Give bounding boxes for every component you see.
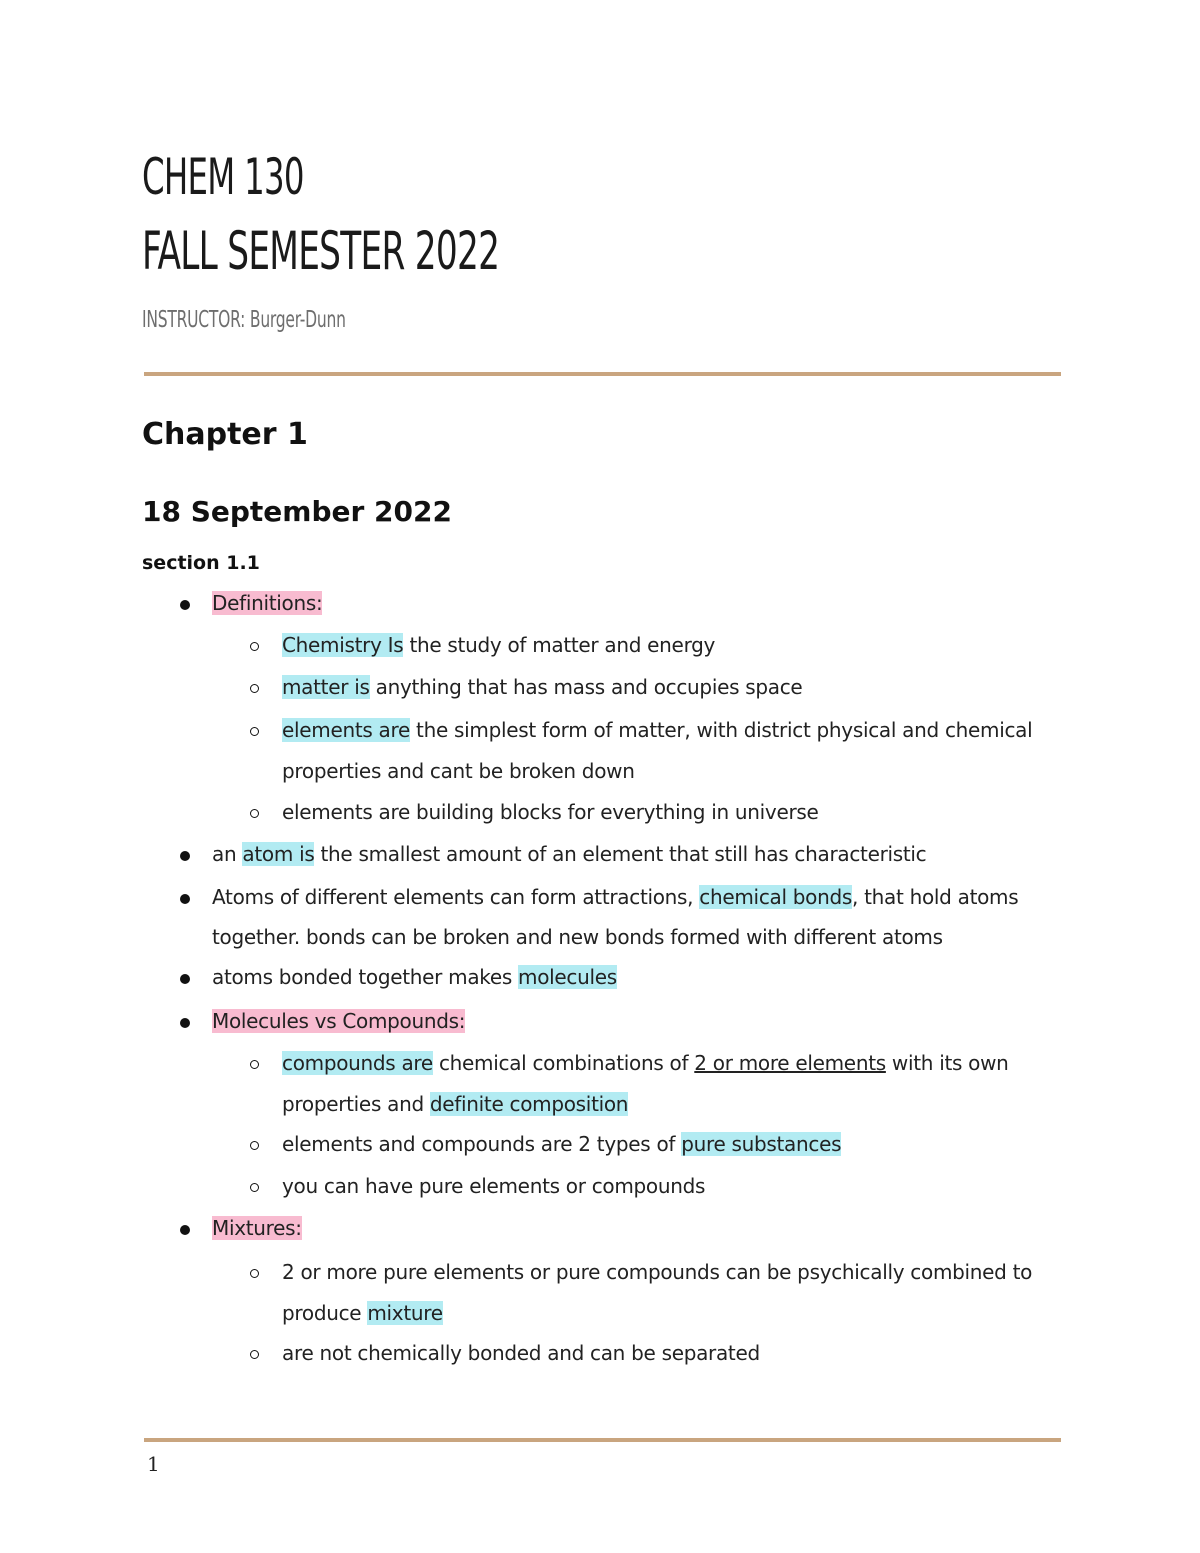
note-line [282,1174,705,1198]
note-line [212,842,926,866]
sub-bullet-icon [250,1269,259,1278]
highlighted-term: compounds are [282,1051,433,1075]
note-text: properties and cant be broken down [282,759,635,783]
highlighted-term: pure substances [681,1132,842,1156]
bullet-icon [180,851,190,861]
note-line [282,759,635,783]
highlighted-term: Chemistry Is [282,633,404,657]
sub-bullet-icon [250,684,259,693]
sub-bullet-icon [250,1141,259,1150]
note-text: , that hold atoms [852,885,1019,909]
highlighted-heading: Definitions: [212,591,323,615]
footer-divider [144,1438,1061,1442]
chapter-heading: Chapter 1 [142,417,308,452]
bullet-icon [180,894,190,904]
semester-title: FALL SEMESTER 2022 [142,221,500,282]
note-text: elements and compounds are 2 types of [282,1132,682,1156]
note-line [282,675,802,699]
note-line [212,591,322,615]
note-text: atoms bonded together makes [212,965,519,989]
bullet-icon [180,1225,190,1235]
note-text: an [212,842,243,866]
instructor-label: INSTRUCTOR: Burger-Dunn [142,307,346,333]
note-text: the smallest amount of an element that still has characteristic [314,842,927,866]
note-text: chemical combinations of [432,1051,695,1075]
highlighted-term: definite composition [429,1092,629,1116]
bullet-icon [180,600,190,610]
page-number: 1 [147,1452,160,1476]
note-text: Atoms of different elements can form attractions, [212,885,700,909]
note-line [282,1092,628,1116]
highlighted-heading: Molecules vs Compounds: [212,1009,466,1033]
note-text: the study of matter and energy [403,633,716,657]
note-line [212,965,617,989]
note-line [212,925,943,949]
note-text: you can have pure elements or compounds [282,1174,706,1198]
date-heading: 18 September 2022 [142,495,452,528]
highlighted-term: chemical bonds [699,885,853,909]
note-text: together. bonds can be broken and new bonds formed with different atoms [212,925,943,949]
note-line [212,885,1018,909]
note-line [282,1260,1032,1284]
sub-bullet-icon [250,642,259,651]
note-line [282,1301,443,1325]
highlighted-term: matter is [282,675,370,699]
sub-bullet-icon [250,1060,259,1069]
highlighted-term: elements are [282,718,410,742]
note-text: anything that has mass and occupies space [369,675,803,699]
highlighted-term: mixture [367,1301,443,1325]
highlighted-term: molecules [518,965,617,989]
note-text: produce [282,1301,368,1325]
section-label: section 1.1 [142,552,260,574]
note-text: elements are building blocks for everything in universe [282,800,819,824]
course-title: CHEM 130 [142,148,304,206]
bullet-icon [180,974,190,984]
note-text: with its own [885,1051,1009,1075]
note-line [282,1341,760,1365]
bullet-icon [180,1018,190,1028]
note-text: are not chemically bonded and can be separated [282,1341,760,1365]
note-text: properties and [282,1092,430,1116]
top-divider [144,372,1061,376]
sub-bullet-icon [250,1350,259,1359]
note-line [282,718,1032,742]
note-line [282,1132,841,1156]
note-line [212,1216,302,1240]
highlighted-heading: Mixtures: [212,1216,302,1240]
note-line [282,1051,1009,1075]
sub-bullet-icon [250,809,259,818]
note-line [282,633,715,657]
note-text: 2 or more pure elements or pure compounds can be psychically combined to [282,1260,1033,1284]
sub-bullet-icon [250,1183,259,1192]
note-line [282,800,819,824]
note-line [212,1009,465,1033]
note-text: the simplest form of matter, with district physical and chemical [410,718,1033,742]
underlined-text: 2 or more elements [694,1051,886,1075]
sub-bullet-icon [250,727,259,736]
highlighted-term: atom is [242,842,315,866]
